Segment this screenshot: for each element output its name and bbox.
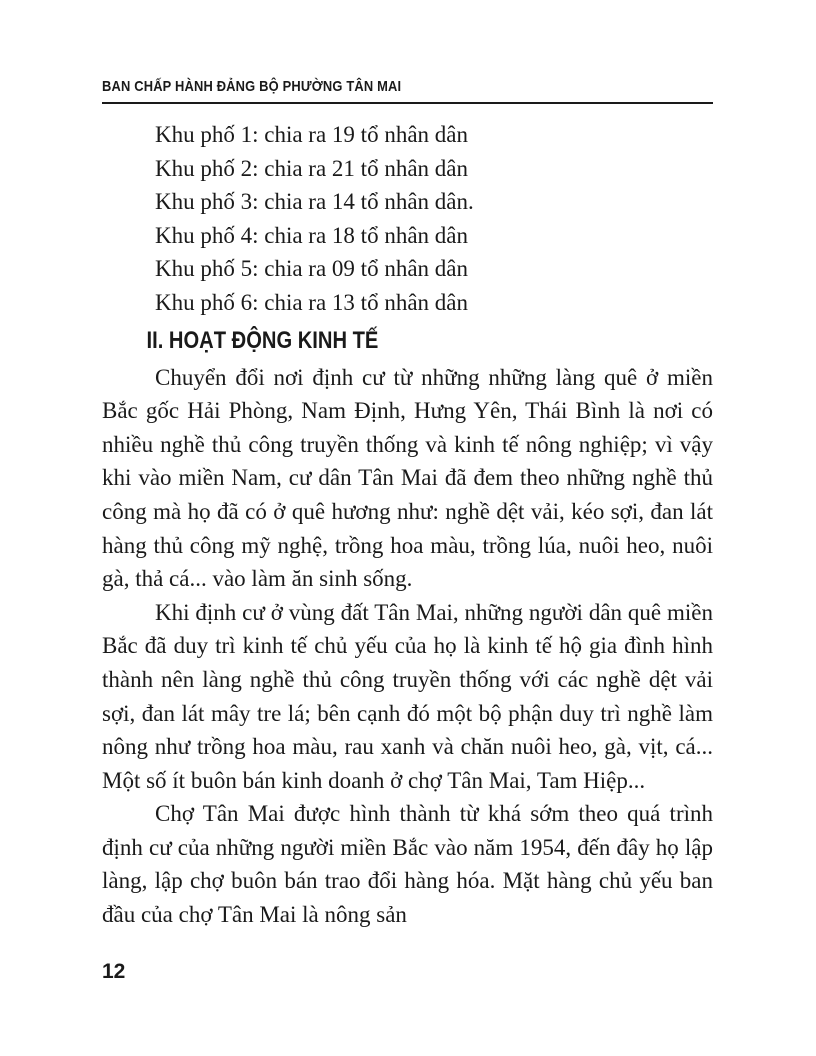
list-item: Khu phố 3: chia ra 14 tổ nhân dân. (155, 189, 474, 215)
list-item: Khu phố 5: chia ra 09 tổ nhân dân (155, 256, 468, 282)
header-rule (102, 102, 713, 104)
paragraph: Chuyển đổi nơi định cư từ những những làng quê ở miền Bắc gốc Hải Phòng, Nam Định, Hưng Yên, Thái Bình là nơi có nhiều nghề thủ công truyền thống và kinh tế nông nghiệp; vì vậy khi vào miền Nam, cư dân Tân Mai đã đem theo những nghề thủ công mà họ đã có ở quê hương như: nghề dệt vải, kéo sợi, đan lát hàng thủ công mỹ nghệ, trồng hoa màu, trồng lúa, nuôi heo, nuôi gà, thả cá... vào làm ăn sinh sống. (102, 364, 713, 592)
paragraph: Chợ Tân Mai được hình thành từ khá sớm theo quá trình định cư của những người miền Bắc vào năm 1954, đến đây họ lập làng, lập chợ buôn bán trao đổi hàng hóa. Mặt hàng chủ yếu ban đầu của chợ Tân Mai là nông sản (102, 801, 713, 928)
list-item: Khu phố 4: chia ra 18 tổ nhân dân (155, 222, 468, 248)
running-header: BAN CHẤP HÀNH ĐẢNG BỘ PHƯỜNG TÂN MAI (102, 78, 402, 95)
section-heading: II. HOẠT ĐỘNG KINH TẾ (146, 326, 379, 354)
page-number: 12 (102, 960, 126, 983)
page-body (102, 118, 713, 932)
ward-list (102, 118, 713, 320)
paragraph: Khi định cư ở vùng đất Tân Mai, những người dân quê miền Bắc đã duy trì kinh tế chủ yếu của họ là kinh tế hộ gia đình hình thành nên làng nghề thủ công truyền thống với các nghề dệt vải sợi, đan lát mây tre lá; bên cạnh đó một bộ phận duy trì nghề làm nông như trồng hoa màu, rau xanh và chăn nuôi heo, gà, vịt, cá... Một số ít buôn bán kinh doanh ở chợ Tân Mai, Tam Hiệp... (102, 599, 713, 793)
list-item: Khu phố 2: chia ra 21 tổ nhân dân (155, 155, 468, 181)
list-item: Khu phố 1: chia ra 19 tổ nhân dân (155, 122, 468, 147)
list-item: Khu phố 6: chia ra 13 tổ nhân dân (155, 289, 468, 315)
